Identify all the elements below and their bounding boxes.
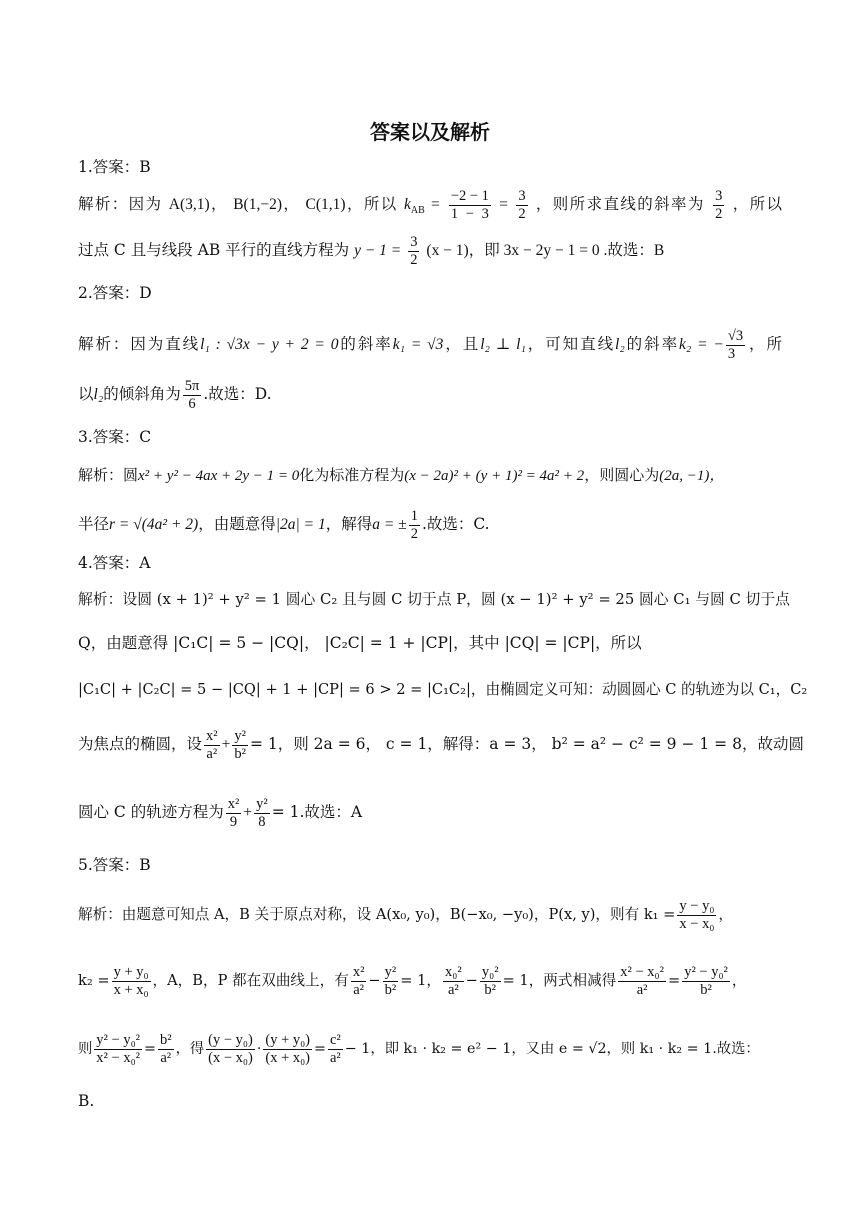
fraction: $\frac{\text{y²}}{8}$ <box>256 796 268 830</box>
text: ，所以 <box>732 195 782 214</box>
text: 过点 C 且与线段 AB 平行的直线方程为 <box>78 241 350 260</box>
fraction: $\frac{3}{2}$ <box>518 188 526 222</box>
text: 解析：因为 <box>78 195 163 214</box>
answer-3-heading: 3.答案：C <box>78 428 152 446</box>
fraction: $\frac{\text{(y + y₀)}}{\text{(x + x₀)}}$ <box>265 1032 310 1066</box>
math: |2a| = 1 <box>275 516 326 534</box>
answer-4-line-1: 解析：设圆 (x + 1)² + y² = 1 圆心 C₂ 且与圆 C 切于点 P，圆 (x − 1)² + y² = 25 圆心 C₁ 与圆 C 切于点 <box>78 591 790 608</box>
math: a = ± <box>372 516 407 534</box>
answer-5-line-2: k₂ = $\frac{\text{y + y₀}}{\text{x + x₀}}$ ，A，B，P 都在双曲线上，有 $\frac{\text{x²}}{\text{a²}}$ − $\frac{\text{y²}}{\text{b²}}$ = 1， $\frac{\text{x₀²}}{\text{a²}}$ − $\frac{\text{y₀²}}{\text{b²}}$ = 1，两式相减得 $\frac{\text{x² − x₀²}}{\text{a²}}$ = $\frac{\text{y² − y₀²}}{\text{b²}}$ ， <box>78 964 747 998</box>
fraction: $\frac{\text{x²}}{\text{a²}}$ <box>352 964 365 998</box>
math: A(3,1)， B(1,−2)， C(1,1)，所以 <box>168 196 398 214</box>
answer-4-line-3: |C₁C| + |C₂C| = 5 − |CQ| + 1 + |CP| = 6 > 2 = |C₁C₂|，由椭圆定义可知：动圆圆心 C 的轨迹为以 C₁，C₂ <box>78 681 808 698</box>
fraction: $\frac{\text{y²}}{\text{b²}}$ <box>234 728 246 762</box>
fraction: $\frac{\text{x₀²}}{\text{a²}}$ <box>445 964 462 998</box>
math: (x − 2a)² + (y + 1)² = 4a² + 2 <box>404 468 585 484</box>
fraction: $\frac{√3}{3}$ <box>727 328 744 362</box>
fraction: $\frac{\text{y₀²}}{\text{b²}}$ <box>481 964 499 998</box>
math: k₁ = √3 <box>392 336 444 354</box>
fraction: $\frac{\text{y + y₀}}{\text{x + x₀}}$ <box>113 964 149 998</box>
answer-5-line-1: 解析：由题意可知点 A，B 关于原点对称，设 A(x₀, y₀)，B(−x₀, −y₀)，P(x, y)，则有 k₁ = $\frac{\text{y − y₀}}{\text{x − x₀}}$ ， <box>78 898 733 932</box>
math: x² + y² − 4ax + 2y − 1 = 0 <box>138 468 300 484</box>
math: $k_{AB}$ = <box>403 196 441 217</box>
answer-4-heading: 4.答案：A <box>78 554 151 572</box>
fraction: $\frac{-2 - 1}{1 - 3}$ <box>450 188 489 222</box>
math: y − 1 = <box>354 242 402 260</box>
fraction: $\frac{\text{x²}}{9}$ <box>227 796 240 830</box>
fraction: $\frac{\text{y² − y₀²}}{\text{x² − x₀²}}$ <box>96 1032 140 1066</box>
fraction: $\frac{3}{2}$ <box>410 234 418 268</box>
fraction: $\frac{\text{c²}}{\text{a²}}$ <box>329 1032 341 1066</box>
fraction: $\frac{1}{2}$ <box>410 508 418 542</box>
math: (x − 1)，即 3x − 2y − 1 = 0 .故选：B <box>426 242 665 260</box>
math: k₂ = − <box>679 336 724 354</box>
answer-4-line-4: 为焦点的椭圆，设 $\frac{\text{x²}}{\text{a²}}$ + $\frac{\text{y²}}{\text{b²}}$ = 1，则 2a = 6， c = 1，解得：a = 3， b² = a² − c² = 9 − 1 = 8，故动圆 <box>78 728 804 762</box>
answer-4-line-2: Q，由题意得 |C₁C| = 5 − |CQ|， |C₂C| = 1 + |CP|，其中 |CQ| = |CP|，所以 <box>78 634 642 652</box>
fraction: $\frac{\text{y²}}{\text{b²}}$ <box>384 964 397 998</box>
answer-3-line-1: 解析：圆x² + y² − 4ax + 2y − 1 = 0化为标准方程为(x − 2a)² + (y + 1)² = 4a² + 2，则圆心为(2a, −1)， <box>78 466 725 484</box>
fraction: $\frac{\text{x² − x₀²}}{\text{a²}}$ <box>620 964 664 998</box>
fraction: $\frac{\text{b²}}{\text{a²}}$ <box>159 1032 172 1066</box>
math: l₂ ⊥ l₁ <box>480 336 526 354</box>
math: l₁ : √3x − y + 2 = 0 <box>200 336 339 354</box>
answer-5-line-3: 则 $\frac{\text{y² − y₀²}}{\text{x² − x₀²}}$ = $\frac{\text{b²}}{\text{a²}}$ ，得 $\frac{\text{(y − y₀)}}{\text{(x − x₀)}}$ · $\frac{\text{(y + y₀)}}{\text{(x + x₀)}}$ = $\frac{\text{c²}}{\text{a²}}$ − 1，即 k₁ · k₂ = e² − 1，又由 e = √2，则 k₁ · k₂ = 1.故选： <box>78 1032 760 1066</box>
answer-4-line-5: 圆心 C 的轨迹方程为 $\frac{\text{x²}}{9}$ + $\frac{\text{y²}}{8}$ = 1.故选：A <box>78 796 363 830</box>
math: r = √(4a² + 2) <box>109 516 199 534</box>
answer-1-line-1: 解析：因为 A(3,1)， B(1,−2)， C(1,1)，所以 $k_{AB}$ = $\frac{-2 - 1}{1 - 3}$ = $\frac{3}{2}$ ，则所求直线的斜率为 $\frac{3}{2}$ ，所以 <box>78 188 782 222</box>
math: l₂ <box>615 336 625 354</box>
fraction: $\frac{\text{(y − y₀)}}{\text{(x − x₀)}}$ <box>208 1032 253 1066</box>
fraction: $\frac{5\pi}{6}$ <box>184 378 200 412</box>
math: l₂ <box>93 386 104 404</box>
answer-1-line-2 <box>78 234 664 268</box>
answer-3-line-2: 半径r = √(4a² + 2)，由题意得|2a| = 1，解得a = ± $\frac{1}{2}$ .故选：C. <box>78 508 490 542</box>
fraction: $\frac{3}{2}$ <box>715 188 723 222</box>
answer-5-heading: 5.答案：B <box>78 856 151 874</box>
fraction: $\frac{\text{y − y₀}}{\text{x − x₀}}$ <box>679 898 715 932</box>
fraction: $\frac{\text{y² − y₀²}}{\text{b²}}$ <box>684 964 728 998</box>
answer-2-line-1: 解析：因为直线l₁ : √3x − y + 2 = 0的斜率k₁ = √3，且l₂ ⊥ l₁，可知直线l₂的斜率k₂ = − $\frac{√3}{3}$ ，所 <box>78 328 782 362</box>
math: (2a, −1)， <box>659 468 725 484</box>
answer-1-heading: 1.答案：B <box>78 158 151 176</box>
answer-5-line-4: B. <box>78 1092 95 1110</box>
page-title: 答案以及解析 <box>370 120 490 144</box>
answer-2-line-2: 以l₂的倾斜角为 $\frac{5\pi}{6}$ .故选：D. <box>78 378 272 412</box>
fraction: $\frac{\text{x²}}{\text{a²}}$ <box>206 728 218 762</box>
answer-2-heading: 2.答案：D <box>78 284 152 302</box>
text: ，则所求直线的斜率为 <box>535 195 705 214</box>
